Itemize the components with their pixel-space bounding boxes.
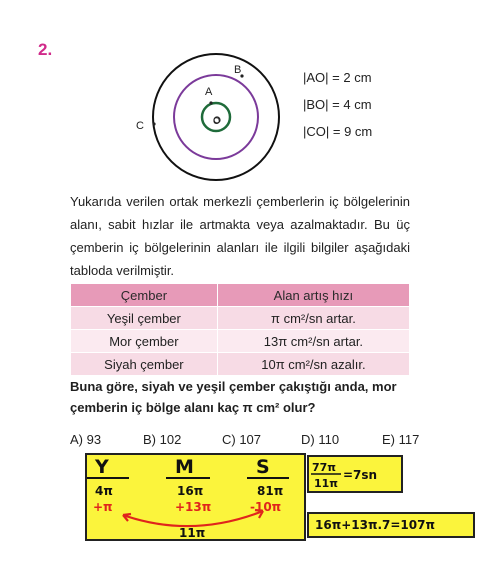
choice-a[interactable]: A) 93 (70, 432, 102, 447)
table-cell: Siyah çember (71, 353, 218, 376)
handwritten-head-y: Y (95, 456, 109, 478)
table-cell: 13π cm²/sn artar. (217, 330, 409, 353)
table-cell: Mor çember (71, 330, 218, 353)
handwritten-rate-y: +π (93, 500, 113, 514)
question-text: Buna göre, siyah ve yeşil çember çakıştığı anda, mor çemberin iç bölge alanı kaç π cm² olur? (70, 379, 397, 415)
choice-d[interactable]: D) 110 (301, 432, 340, 447)
handwritten-rate-m: +13π (175, 500, 212, 514)
label-c-outer: C (136, 120, 144, 132)
handwritten-head-m: M (175, 456, 194, 478)
label-a: A (205, 86, 213, 98)
table-row (71, 330, 410, 353)
handwritten-rate-s: -10π (250, 500, 282, 514)
label-b: B (234, 64, 242, 76)
question-number: 2. (38, 40, 53, 59)
given-co: |CO| = 9 cm (303, 124, 373, 139)
choice-b[interactable]: B) 102 (143, 432, 182, 447)
handwritten-area-s: 81π (257, 484, 284, 498)
problem-paragraph: Yukarıda verilen ortak merkezli çemberlerin iç bölgelerinin alanı, sabit hızlar ile artmakta veya azalmaktadır. Bu üç çemberin iç bölgelerinin alanları ile ilgili bilgiler aşağıdaki tabloda verilmiştir. (70, 194, 410, 278)
handwritten-gap: 11π (179, 526, 206, 539)
table-cell: Yeşil çember (71, 307, 218, 330)
table-cell: π cm²/sn artar. (217, 307, 409, 330)
table-row (71, 353, 410, 376)
table-header-rate: Alan artış hızı (217, 284, 409, 307)
table-row (71, 307, 410, 330)
rates-table (70, 283, 410, 376)
choice-c[interactable]: C) 107 (222, 432, 262, 447)
label-o: O (213, 116, 221, 126)
handwritten-head-s: S (256, 456, 270, 478)
point-c (152, 122, 155, 125)
handwritten-final-box (307, 512, 475, 538)
table-cell: 10π cm²/sn azalır. (217, 353, 409, 376)
handwritten-ratio-result: =7sn (343, 468, 378, 482)
given-ao: |AO| = 2 cm (303, 70, 372, 85)
handwritten-final-calc: 16π+13π.7=107π (315, 518, 435, 532)
handwritten-area-m: 16π (177, 484, 204, 498)
given-bo: |BO| = 4 cm (303, 97, 372, 112)
concentric-circles-figure (145, 40, 295, 190)
point-a (209, 101, 212, 104)
answer-choices (70, 432, 430, 452)
handwritten-ratio-denominator: 11π (314, 477, 339, 490)
handwritten-solution-drawing (87, 455, 304, 539)
handwritten-solution-box (85, 453, 306, 541)
handwritten-ratio-drawing (309, 457, 401, 491)
table-header-circle: Çember (71, 284, 218, 307)
handwritten-ratio-numerator: 77π (312, 461, 337, 474)
handwritten-area-y: 4π (95, 484, 113, 498)
handwritten-ratio-box (307, 455, 403, 493)
choice-e[interactable]: E) 117 (382, 432, 420, 447)
